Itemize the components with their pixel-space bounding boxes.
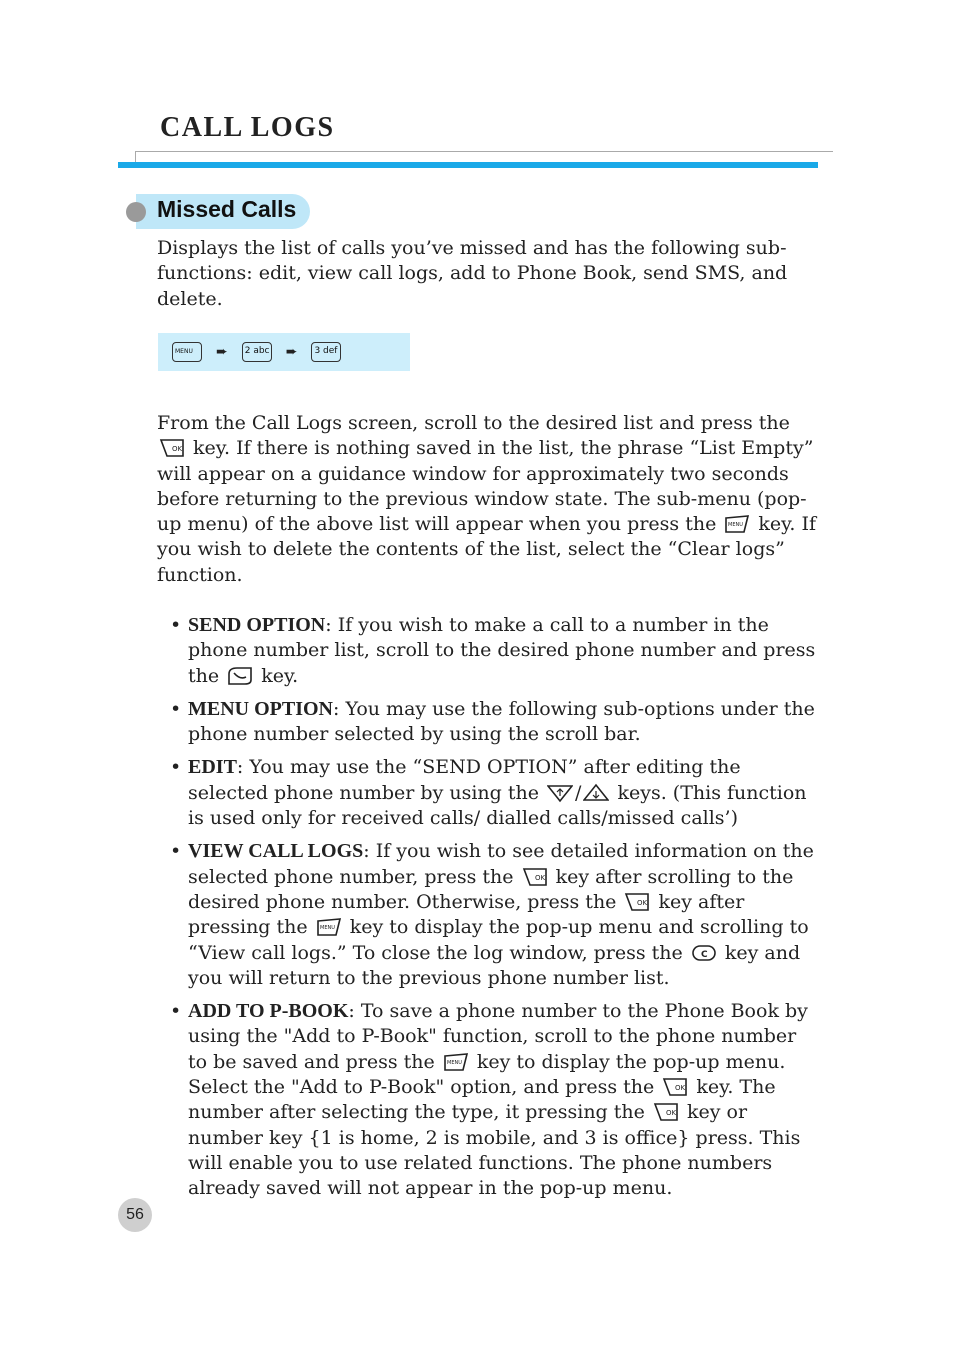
ok-key-icon [653, 1102, 679, 1122]
section-title: Missed Calls [157, 196, 297, 222]
option-text: : You may use the “SEND OPTION” after editing the selected phone number by using the [188, 756, 741, 804]
clear-key-icon [691, 943, 717, 963]
arrow-right-icon: ➨ [216, 344, 228, 360]
body-text: key. If you wish to delete the contents of the list, select the “Clear logs” function. [157, 513, 816, 586]
svg-text:OK: OK [534, 873, 545, 882]
ok-key-icon [159, 438, 185, 458]
option-text: key after pressing the [188, 890, 745, 939]
list-item [170, 613, 818, 689]
send-key-icon [227, 666, 253, 686]
svg-text:MENU: MENU [728, 522, 744, 529]
option-text: key and you will return to the previous phone number list. [188, 941, 801, 989]
option-text: : To save a phone number to the Phone Book by using the "Add to P-Book" function, scroll to the phone number to be saved and press the [188, 1000, 808, 1073]
svg-text:OK: OK [637, 898, 648, 907]
option-text: key. The number after selecting the type, it pressing the [188, 1076, 776, 1124]
key-sequence [158, 333, 410, 371]
list-item [170, 839, 818, 991]
key-2-icon: 2 abc [242, 342, 272, 362]
svg-text:OK: OK [675, 1084, 686, 1093]
svg-text:MENU: MENU [319, 925, 335, 932]
option-text: key to display the pop-up menu. Select the "Add to P-Book" option, and press the [188, 1050, 786, 1099]
svg-text:OK: OK [172, 445, 183, 454]
list-item [170, 755, 818, 831]
menu-key-icon [443, 1052, 469, 1072]
option-term: VIEW CALL LOGS [188, 840, 364, 863]
option-text: keys. (This function is used only for received calls/ dialled calls/missed calls’) [188, 781, 807, 830]
option-text: key. [261, 664, 299, 687]
option-text: : If you wish to see detailed information on the selected phone number, press the [188, 840, 814, 888]
key-3-icon: 3 def [311, 342, 341, 362]
intro-paragraph: Displays the list of calls you’ve missed and has the following sub-functions: edit, view call logs, add to Phone Book, send SMS, and delete. [157, 237, 788, 310]
svg-text:OK: OK [665, 1109, 677, 1118]
option-term: EDIT [188, 756, 237, 779]
page-title: CALL LOGS [160, 112, 335, 143]
ok-key-icon [522, 867, 548, 887]
body-paragraph [157, 411, 817, 588]
header-rule [135, 151, 833, 152]
svg-text:MENU: MENU [446, 1059, 462, 1066]
option-term: SEND OPTION [188, 614, 326, 636]
list-item [170, 999, 818, 1201]
menu-key-icon [316, 917, 342, 937]
page-number: 56 [118, 1198, 152, 1232]
option-term: ADD TO P-BOOK [188, 1000, 349, 1023]
body-text: key. If there is nothing saved in the list, the phrase “List Empty” will appear on a guidance window for approximately two seconds before returning to the previous window state. The sub-menu (pop-up menu) of the above list will appear when you press the [157, 437, 814, 536]
down-arrow-key-icon [583, 783, 609, 803]
up-arrow-key-icon [547, 783, 573, 803]
option-term: MENU OPTION [188, 697, 333, 720]
header-accent-bar [118, 162, 818, 168]
option-list [170, 613, 818, 1210]
key-separator: / [575, 781, 582, 804]
option-text: : If you wish to make a call to a number in the phone number list, scroll to the desired phone number and press the [188, 614, 816, 687]
menu-key-icon [724, 514, 750, 534]
section-bullet-dot [126, 202, 146, 222]
arrow-right-icon: ➨ [285, 344, 298, 360]
svg-text:C: C [700, 949, 708, 960]
option-text: : You may use the following sub-options under the phone number selected by using the scroll bar. [188, 697, 815, 746]
ok-key-icon [662, 1077, 688, 1097]
menu-key-icon: MENU [172, 342, 202, 362]
list-item [170, 697, 818, 748]
body-text: From the Call Logs screen, scroll to the desired list and press the [157, 412, 790, 434]
option-text: key to display the pop-up menu and scrolling to “View call logs.” To close the log window, press the [188, 916, 809, 964]
option-text: key after scrolling to the desired phone number. Otherwise, press the [188, 865, 794, 913]
ok-key-icon [624, 892, 650, 912]
option-text: key or number key {1 is home, 2 is mobile, and 3 is office} press. This will enable you to use related functions. The phone numbers already saved will not appear in the pop-up menu. [188, 1101, 801, 1200]
